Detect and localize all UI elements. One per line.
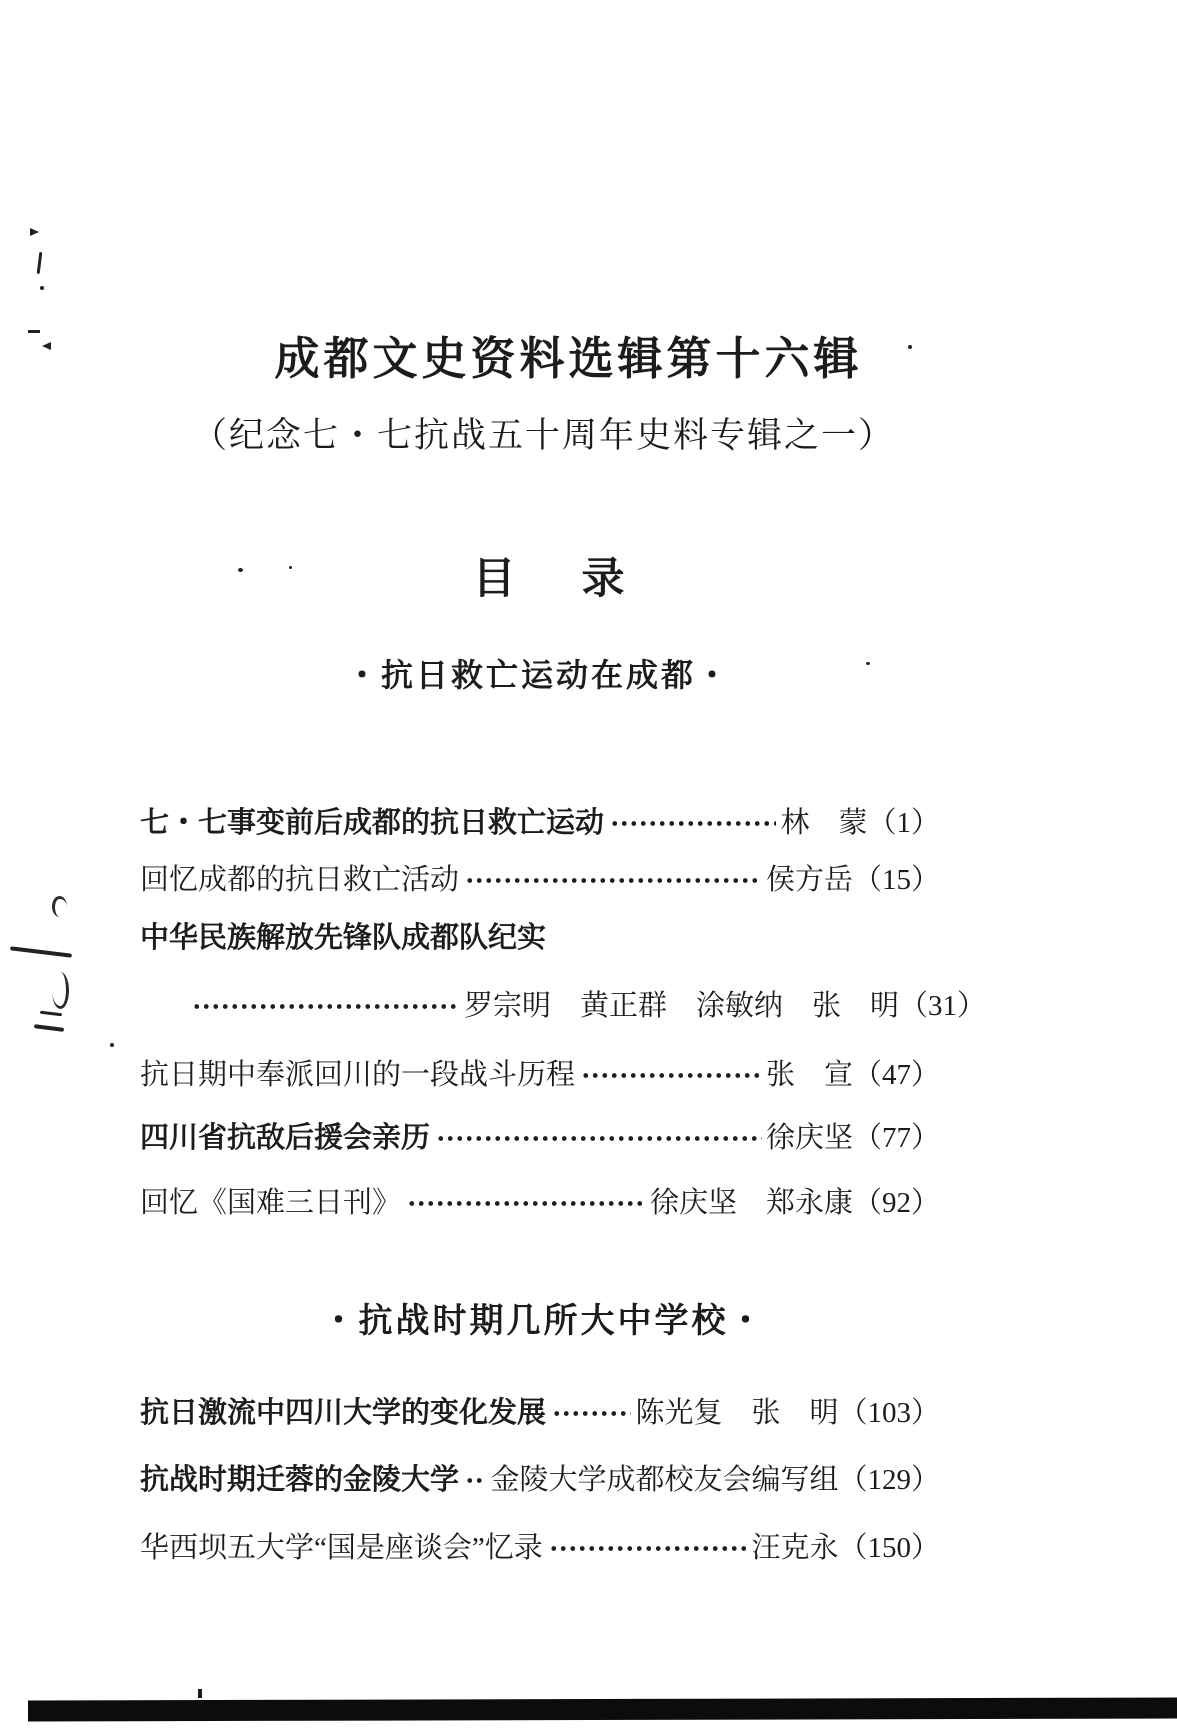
toc-entry [140,1530,940,1568]
toc-entry [140,1057,940,1095]
toc-entry [140,805,940,843]
dot-leader [434,1124,762,1153]
toc-entry-page: （15） [852,864,940,896]
scan-artifact [238,568,243,572]
toc-entry-title: 回忆成都的抗日救亡活动 [140,864,460,896]
toc-entry-authors: 金陵大学成都校友会编写组 [490,1464,839,1496]
scan-artifact [37,252,43,274]
dot-leader [405,1189,646,1218]
dot-leader [550,1399,631,1428]
section-heading-1: ・抗日救亡运动在成都・ [345,657,731,693]
dot-leader [608,809,776,838]
dot-leader [463,1466,486,1495]
toc-entry [140,1462,940,1500]
page-subtitle: （纪念七・七抗战五十周年史料专辑之一） [191,416,895,455]
toc-entry-page: （77） [852,1122,940,1154]
toc-entry-title: 抗日激流中四川大学的变化发展 [140,1397,547,1429]
toc-entry-authors: 林 蒙 [780,807,868,839]
toc-entry-authors: 汪克永 [751,1532,839,1564]
scan-artifact [40,1011,62,1017]
scan-artifact [10,946,72,958]
section-heading-2: ・抗战时期几所大中学校・ [321,1302,766,1340]
toc-entry [140,920,940,958]
scan-artifact [908,345,912,349]
toc-entry [140,1120,940,1158]
dot-leader [547,1534,748,1563]
toc-entry-title: 七・七事变前后成都的抗日救亡运动 [140,807,605,839]
scan-artifact [110,1043,114,1047]
toc-entry [140,862,940,900]
toc-entry-title: 抗战时期迁蓉的金陵大学 [140,1464,460,1496]
toc-entry-title: 中华民族解放先锋队成都队纪实 [140,922,547,954]
scan-artifact [52,972,69,1009]
toc-entry-page: （1） [867,807,940,839]
toc-heading [0,545,1137,606]
scan-artifact [289,566,292,569]
toc-entry [140,1395,940,1433]
scan-edge-bar [28,1697,1177,1721]
scan-artifact [34,1024,64,1032]
dot-leader [190,992,460,1021]
page-title: 成都文史资料选辑第十六辑 [274,333,863,384]
toc-entry-authors: 张 宣 [765,1059,853,1091]
toc-entry-title: 抗日期中奉派回川的一段战斗历程 [140,1059,576,1091]
scan-artifact [30,228,39,236]
toc-entry-authors: 罗宗明 黄正群 涂敏纳 张 明 [463,990,899,1022]
toc-heading-char-right: 录 [581,555,625,603]
toc-entry-page: （31） [898,990,986,1022]
scan-artifact [866,662,870,665]
toc-entry-page: （129） [838,1464,940,1496]
toc-entry [140,1185,940,1223]
toc-entry-title: 回忆《国难三日刊》 [140,1187,402,1219]
toc-entry-authors: 徐庆坚 [765,1122,853,1154]
scan-artifact [198,1689,202,1698]
toc-entry-authors: 徐庆坚 郑永康 [649,1187,853,1219]
toc-entry-page: （103） [838,1397,940,1429]
toc-entry-continuation [140,988,986,1026]
toc-entry-title: 四川省抗敌后援会亲历 [140,1122,431,1154]
toc-entry-authors: 侯方岳 [765,864,853,896]
toc-entry-page: （92） [852,1187,940,1219]
scan-artifact [52,896,67,917]
toc-entry-title: 华西坝五大学“国是座谈会”忆录 [140,1532,543,1564]
dot-leader [463,866,762,895]
toc-entry-page: （47） [852,1059,940,1091]
scan-artifact [40,286,44,290]
toc-heading-char-left: 目 [472,555,516,603]
dot-leader [579,1061,762,1090]
scan-artifact [28,330,40,333]
toc-entry-authors: 陈光复 张 明 [635,1397,839,1429]
toc-entry-page: （150） [838,1532,940,1564]
